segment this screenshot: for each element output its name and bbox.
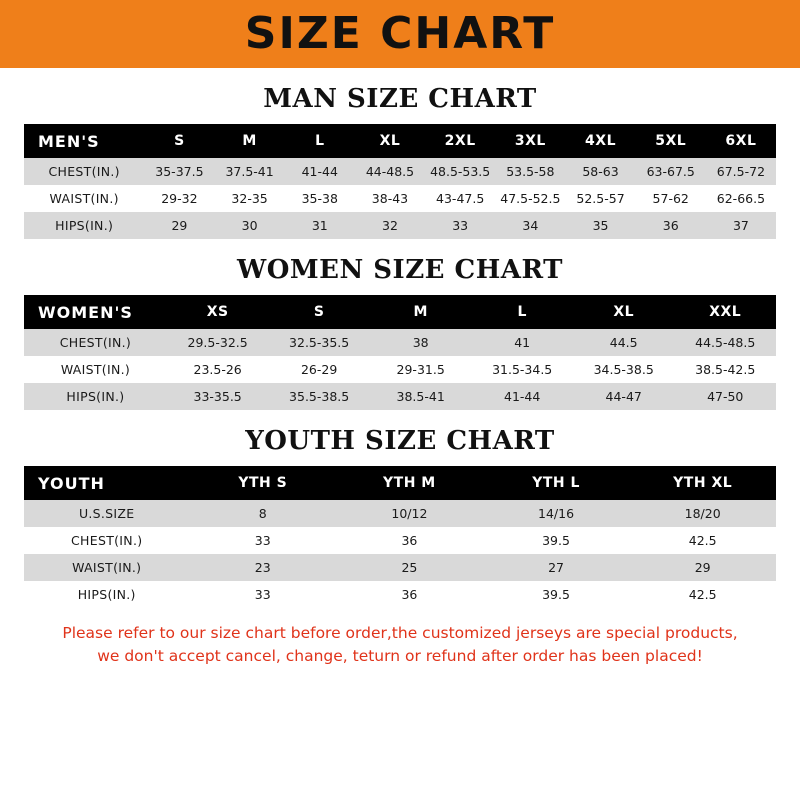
- row-header: U.S.SIZE: [24, 500, 189, 527]
- table-cell: 31: [285, 212, 355, 239]
- table-cell: 38: [370, 329, 472, 356]
- table-row: [24, 158, 776, 185]
- row-header: CHEST(IN.): [24, 329, 167, 356]
- table-cell: 25: [336, 554, 483, 581]
- table-row: [24, 212, 776, 239]
- column-header: YTH L: [483, 466, 630, 500]
- table-cell: 33: [189, 581, 336, 608]
- table-cell: 62-66.5: [706, 185, 776, 212]
- row-header: HIPS(IN.): [24, 581, 189, 608]
- table-cell: 32.5-35.5: [268, 329, 370, 356]
- column-header: L: [285, 124, 355, 158]
- row-header: HIPS(IN.): [24, 212, 144, 239]
- column-header: M: [215, 124, 285, 158]
- table-cell: 31.5-34.5: [471, 356, 573, 383]
- column-header: WOMEN'S: [24, 295, 167, 329]
- column-header: 2XL: [425, 124, 495, 158]
- table-row: [24, 329, 776, 356]
- table-cell: 44.5: [573, 329, 675, 356]
- column-header: YTH M: [336, 466, 483, 500]
- table-cell: 29.5-32.5: [167, 329, 269, 356]
- column-header: S: [268, 295, 370, 329]
- table-cell: 58-63: [565, 158, 635, 185]
- table-cell: 44-48.5: [355, 158, 425, 185]
- table-cell: 63-67.5: [636, 158, 706, 185]
- men-section: [0, 84, 800, 239]
- column-header: 6XL: [706, 124, 776, 158]
- table-cell: 52.5-57: [565, 185, 635, 212]
- table-cell: 35-37.5: [144, 158, 214, 185]
- table-cell: 35-38: [285, 185, 355, 212]
- row-header: HIPS(IN.): [24, 383, 167, 410]
- table-cell: 29-32: [144, 185, 214, 212]
- table-cell: 38.5-42.5: [674, 356, 776, 383]
- row-header: WAIST(IN.): [24, 185, 144, 212]
- table-cell: 34.5-38.5: [573, 356, 675, 383]
- table-cell: 36: [636, 212, 706, 239]
- column-header: XXL: [674, 295, 776, 329]
- column-header: YTH S: [189, 466, 336, 500]
- youth-section-title: YOUTH SIZE CHART: [245, 426, 555, 456]
- table-row: [24, 554, 776, 581]
- column-header: 3XL: [495, 124, 565, 158]
- column-header: S: [144, 124, 214, 158]
- table-cell: 26-29: [268, 356, 370, 383]
- column-header: XL: [573, 295, 675, 329]
- table-cell: 18/20: [629, 500, 776, 527]
- table-row: [24, 383, 776, 410]
- column-header: YOUTH: [24, 466, 189, 500]
- table-cell: 38.5-41: [370, 383, 472, 410]
- table-cell: 41: [471, 329, 573, 356]
- row-header: CHEST(IN.): [24, 158, 144, 185]
- table-row: [24, 185, 776, 212]
- table-cell: 43-47.5: [425, 185, 495, 212]
- row-header: WAIST(IN.): [24, 356, 167, 383]
- column-header: 4XL: [565, 124, 635, 158]
- table-cell: 27: [483, 554, 630, 581]
- table-cell: 42.5: [629, 527, 776, 554]
- table-cell: 47-50: [674, 383, 776, 410]
- policy-note-line-2: we don't accept cancel, change, teturn or refund after order has been placed!: [97, 647, 703, 666]
- table-cell: 36: [336, 581, 483, 608]
- women-section: [0, 255, 800, 410]
- table-cell: 39.5: [483, 581, 630, 608]
- column-header: 5XL: [636, 124, 706, 158]
- women-size-table: [24, 295, 776, 410]
- table-cell: 23: [189, 554, 336, 581]
- table-row: [24, 581, 776, 608]
- table-cell: 8: [189, 500, 336, 527]
- policy-note-line-1: Please refer to our size chart before order,the customized jerseys are special products,: [62, 624, 738, 642]
- table-row: [24, 500, 776, 527]
- table-cell: 37: [706, 212, 776, 239]
- table-cell: 35.5-38.5: [268, 383, 370, 410]
- column-header: MEN'S: [24, 124, 144, 158]
- table-cell: 39.5: [483, 527, 630, 554]
- table-cell: 41-44: [471, 383, 573, 410]
- table-cell: 36: [336, 527, 483, 554]
- page-banner: [0, 0, 800, 68]
- table-cell: 44.5-48.5: [674, 329, 776, 356]
- row-header: CHEST(IN.): [24, 527, 189, 554]
- page-title: SIZE CHART: [244, 8, 556, 59]
- table-header-row: [24, 124, 776, 158]
- youth-size-table: [24, 466, 776, 608]
- row-header: WAIST(IN.): [24, 554, 189, 581]
- table-cell: 30: [215, 212, 285, 239]
- table-cell: 42.5: [629, 581, 776, 608]
- table-header-row: [24, 466, 776, 500]
- column-header: XL: [355, 124, 425, 158]
- table-cell: 32-35: [215, 185, 285, 212]
- table-cell: 47.5-52.5: [495, 185, 565, 212]
- table-cell: 10/12: [336, 500, 483, 527]
- table-cell: 34: [495, 212, 565, 239]
- table-row: [24, 356, 776, 383]
- policy-note: [0, 622, 800, 669]
- column-header: XS: [167, 295, 269, 329]
- men-size-table: [24, 124, 776, 239]
- table-cell: 35: [565, 212, 635, 239]
- table-cell: 41-44: [285, 158, 355, 185]
- table-cell: 32: [355, 212, 425, 239]
- table-cell: 33: [189, 527, 336, 554]
- table-cell: 67.5-72: [706, 158, 776, 185]
- table-cell: 29: [144, 212, 214, 239]
- column-header: YTH XL: [629, 466, 776, 500]
- table-cell: 44-47: [573, 383, 675, 410]
- column-header: L: [471, 295, 573, 329]
- men-section-title: MAN SIZE CHART: [263, 84, 537, 114]
- table-cell: 53.5-58: [495, 158, 565, 185]
- women-section-title: WOMEN SIZE CHART: [237, 255, 563, 285]
- table-cell: 37.5-41: [215, 158, 285, 185]
- youth-section: [0, 426, 800, 608]
- table-row: [24, 527, 776, 554]
- table-header-row: [24, 295, 776, 329]
- table-cell: 23.5-26: [167, 356, 269, 383]
- column-header: M: [370, 295, 472, 329]
- table-cell: 29: [629, 554, 776, 581]
- table-cell: 33-35.5: [167, 383, 269, 410]
- table-cell: 57-62: [636, 185, 706, 212]
- table-cell: 38-43: [355, 185, 425, 212]
- table-cell: 14/16: [483, 500, 630, 527]
- table-cell: 29-31.5: [370, 356, 472, 383]
- table-cell: 48.5-53.5: [425, 158, 495, 185]
- table-cell: 33: [425, 212, 495, 239]
